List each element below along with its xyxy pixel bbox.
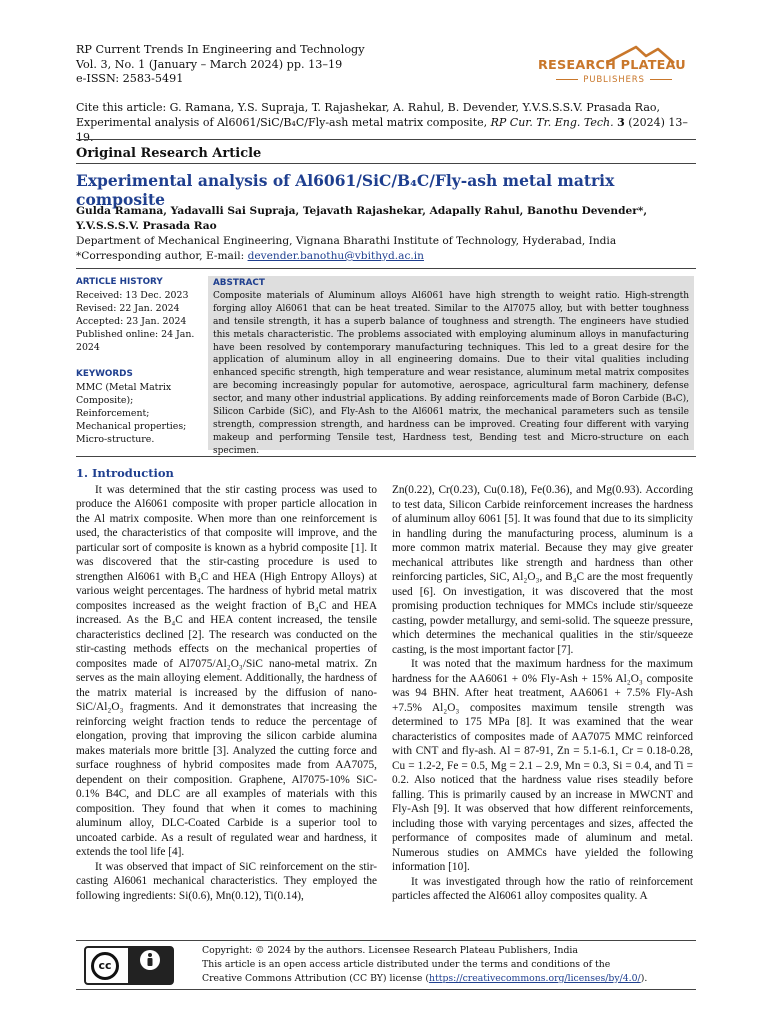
paragraph: Zn(0.22), Cr(0.23), Cu(0.18), Fe(0.36), and Mg(0.93). According to test data, Silicon Carbide reinforcement increases the hardness of aluminum alloy 6061 [5]. It was found that due to its simplicity in handling during the manufacturing process, aluminum is a more common matrix material. Because they may give greater mechanical attributes like strength and hardness than other reinforcing particles, SiC, Al₂O₃, and B₄C are the most frequently used [6]. On investigation, it was discovered that the most promising production techniques for MMCs include stir/squeeze casting, powder metallurgy, and semi-solid. The squeeze pressure, which determines the mechanical qualities in the stir/squeeze casting, is the most important factor [7]. [392, 484, 693, 656]
copyright-line: Copyright: © 2024 by the authors. Licensee Research Plateau Publishers, India [202, 945, 578, 956]
citation-journal: RP Cur. Tr. Eng. Tech. [490, 116, 614, 129]
corresponding-author [76, 249, 696, 264]
article-type: Original Research Article [76, 146, 262, 161]
revised-date: Revised: 22 Jan. 2024 [76, 303, 180, 314]
published-date: Published online: 24 Jan. 2024 [76, 329, 195, 353]
keywords-heading: KEYWORDS [76, 369, 133, 379]
paragraph: It was investigated through how the ratio of reinforcement particles affected the Al6061 alloy composites quality. A [392, 875, 693, 902]
journal-header [76, 43, 365, 87]
article-sidebar [76, 276, 204, 446]
license-line: Creative Commons Attribution (CC BY) license (https://creativecommons.org/licenses/by/4.0/). [202, 972, 648, 984]
journal-name: RP Current Trends In Engineering and Technology [76, 43, 365, 56]
license-line: This article is an open access article distributed under the terms and conditions of the [202, 958, 611, 970]
author-list: Gulda Ramana, Yadavalli Sai Supraja, Tejavath Rajashekar, Adapally Rahul, Banothu Devender*, Y.V.S.S.S.V. Prasada Rao [76, 205, 648, 232]
journal-volume: Vol. 3, No. 1 (January – March 2024) pp. 13–19 [76, 57, 343, 71]
abstract-text: Composite materials of Aluminum alloys Al6061 have high strength to weight ratio. High-strength forging alloy Al6061 that can be heat treated. Similar to the Al7075 alloy, but with better toughness and tensile strength, it has a superb balance of toughness and strength. The engineers have studied this metals characteristic. The problems associated with employing aluminum alloys in manufacturing have been resolved by contemporary manufacturing techniques. This led to a great desire for the application of aluminum alloy in all engineering domains. Due to their vital qualities including enhanced specific strength, high temperature and wear resistance, aluminum metal matrix composites are becoming increasingly popular for automotive, aerospace, agricultural farm machinery, defense sector, and many other industrial applications. By adding reinforcements made of Boron Carbide (B₄C), Silicon Carbide (SiC), and Fly-Ash to the Al6061 matrix, the mechanical parameters such as tensile strength, compression strength, and hardness can be improved. Creating four different with varying makeup and performing Tensile test, Hardness test, Bending test and Micro-structure on each specimen. [213, 290, 689, 456]
license-text [202, 944, 692, 985]
divider [76, 163, 696, 164]
person-icon [128, 948, 172, 972]
logo-text: RESEARCH PLATEAU [538, 58, 686, 73]
body-column-right [392, 483, 693, 904]
license-link[interactable]: https://creativecommons.org/licenses/by/4.0/ [429, 972, 641, 984]
article-title: Experimental analysis of Al6061/SiC/B₄C/Fly-ash metal matrix composite [76, 171, 615, 209]
abstract-box [208, 276, 694, 456]
received-date: Received: 13 Dec. 2023 [76, 290, 189, 301]
keyword-item: Micro-structure. [76, 434, 155, 445]
by-panel [128, 948, 193, 983]
keyword-item: Mechanical properties; [76, 421, 187, 432]
affiliation: Department of Mechanical Engineering, Vignana Bharathi Institute of Technology, Hyderabad, India [76, 235, 617, 247]
paragraph: It was determined that the stir casting process was used to produce the Al6061 composite with proper particle allocation in the Al matrix composite. When more than one reinforcement is used, the characteristics of that composite will improve, and the particular sort of composite is known as a hybrid composite [1]. It was discovered that the stir-casting procedure is used to strengthen Al6061 with B₄C and HEA (High Entropy Alloys) at various weight percentages. The hardness of hybrid metal matrix composites increased as the weight fraction of B₄C and HEA increased. As the B₄C and HEA content increased, the tensile characteristics declined [2]. The research was conducted on the stir-casting methods effects on the mechanical properties of composites made of Al7075/Al₂O₃/SiC nano-metal matrix. Zn serves as the main alloying element. Additionally, the hardness of the matrix material is increased by the diffusion of nano-SiC/Al₂O₃ fragments. And it demonstrates that increasing the reinforcing weight fraction tends to reduce the percentage of elongation, proving that improving the silicon carbide alumina makes materials more brittle [3]. Analyzed the cutting force and surface roughness of hybrid composites made from AA7075, dependent on their composition. Graphene, Al7075-10% SiC-0.1% B4C, and DLC are all examples of materials with this composition. They found that when it comes to machining aluminum alloy, DLC-Coated Carbide is a superior tool to uncoated carbide. As a result of regulated wear and hardness, it extends the tool life [4]. [76, 483, 377, 858]
publisher-logo [534, 44, 696, 88]
cc-by-badge[interactable] [84, 946, 193, 985]
divider [76, 268, 696, 269]
cc-icon: cc [91, 952, 119, 980]
keyword-item: MMC (Metal Matrix Composite); [76, 382, 172, 406]
email-link[interactable]: devender.banothu@vbithyd.ac.in [247, 250, 424, 262]
citation-volume: 3 [617, 116, 625, 129]
by-label: BY [182, 971, 193, 979]
logo-subtext: PUBLISHERS [534, 75, 694, 85]
accepted-date: Accepted: 23 Jan. 2024 [76, 316, 187, 327]
divider [76, 456, 696, 457]
keyword-item: Reinforcement; [76, 408, 150, 419]
body-column-left [76, 466, 377, 903]
journal-issn: e-ISSN: 2583-5491 [76, 72, 184, 85]
paragraph: It was observed that impact of SiC reinforcement on the stir-casting Al6061 mechanical characteristics. They employed the following ingredients: Si(0.6), Mn(0.12), Ti(0.14), [76, 860, 377, 902]
divider [76, 139, 696, 140]
citation-suffix: (2024) 13–19. [76, 116, 688, 144]
section-heading: 1. Introduction [76, 466, 174, 480]
paragraph: It was noted that the maximum hardness for the maximum hardness for the AA6061 + 0% Fly-Ash + 15% Al₂O₃ composite was 94 BHN. After heat treatment, AA6061 + 7.5% Fly-Ash +7.5% Al₂O₃ composites maximum tensile strength was determined to 175 MPa [8]. It was examined that the wear characteristics of composites made of AA7075 MMC reinforced with CNT and fly-ash. Al = 87-91, Zn = 5.1-6.1, Cr = 0.18-0.28, Cu = 1.2-2, Fe = 0.5, Mg = 2.1 – 2.9, Mn = 0.3, Si = 0.4, and Ti = 0.2. Also noticed that the hardness value rises steadily before falling. This is primarily caused by an increase in MWCNT and Fly-Ash [9]. It was observed that how different reinforcements, including those with varying percentages and sizes, affected the performance of composites made of aluminum and metal. Numerous studies on AMMCs have yielded the following information [10]. [392, 658, 693, 873]
license-footer [76, 940, 696, 990]
abstract-heading: ABSTRACT [213, 278, 265, 288]
citation-prefix: Cite this article: G. Ramana, Y.S. Supraja, T. Rajashekar, A. Rahul, B. Devender, Y.V.S.S.S.V. Prasada Rao, Experimental analysis of Al6061/SiC/B₄C/Fly-ash metal matrix composite, [76, 101, 661, 129]
corresponding-label: *Corresponding author, E-mail: [76, 250, 248, 262]
history-heading: ARTICLE HISTORY [76, 277, 163, 287]
